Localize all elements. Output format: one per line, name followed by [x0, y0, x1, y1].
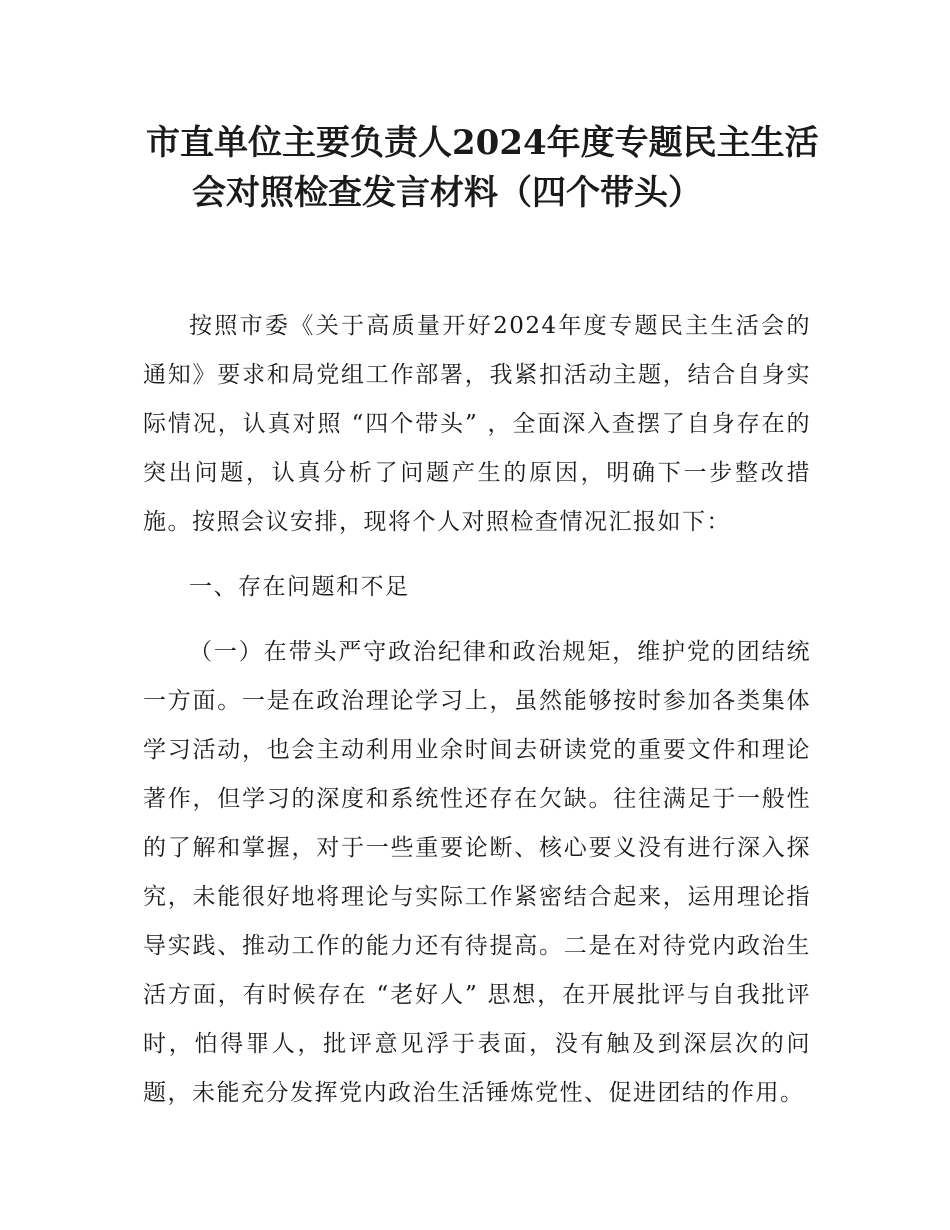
- document-title: [120, 118, 830, 218]
- issue-paragraph: （一）在带头严守政治纪律和政治规矩，维护党的团结统一方面。一是在政治理论学习上，虽然能够按时参加各类集体学习活动，也会主动利用业余时间去研读党的重要文件和理论著作，但学习的深度和系统性还存在欠缺。往往满足于一般性的了解和掌握，对于一些重要论断、核心要义没有进行深入探究，未能很好地将理论与实际工作紧密结合起来，运用理论指导实践、推动工作的能力还有待提高。二是在对待党内政治生活方面，有时候存在 “老好人” 思想，在开展批评与自我批评时，怕得罪人，批评意见浮于表面，没有触及到深层次的问题，未能充分发挥党内政治生活锤炼党性、促进团结的作用。: [143, 639, 811, 1106]
- section-heading: 一、存在问题和不足: [189, 574, 410, 600]
- title-line-2: 会对照检查发言材料（四个带头）: [192, 173, 702, 213]
- intro-paragraph: 按照市委《关于高质量开好2024年度专题民主生活会的通知》要求和局党组工作部署，我紧扣活动主题，结合自身实际情况，认真对照 “四个带头” ，全面深入查摆了自身存在的突出问题，认真分析了问题产生的原因，明确下一步整改措施。按照会议安排，现将个人对照检查情况汇报如下：: [143, 313, 811, 535]
- document-body: [143, 302, 811, 1118]
- title-line-1: 市直单位主要负责人2024年度专题民主生活: [146, 123, 819, 163]
